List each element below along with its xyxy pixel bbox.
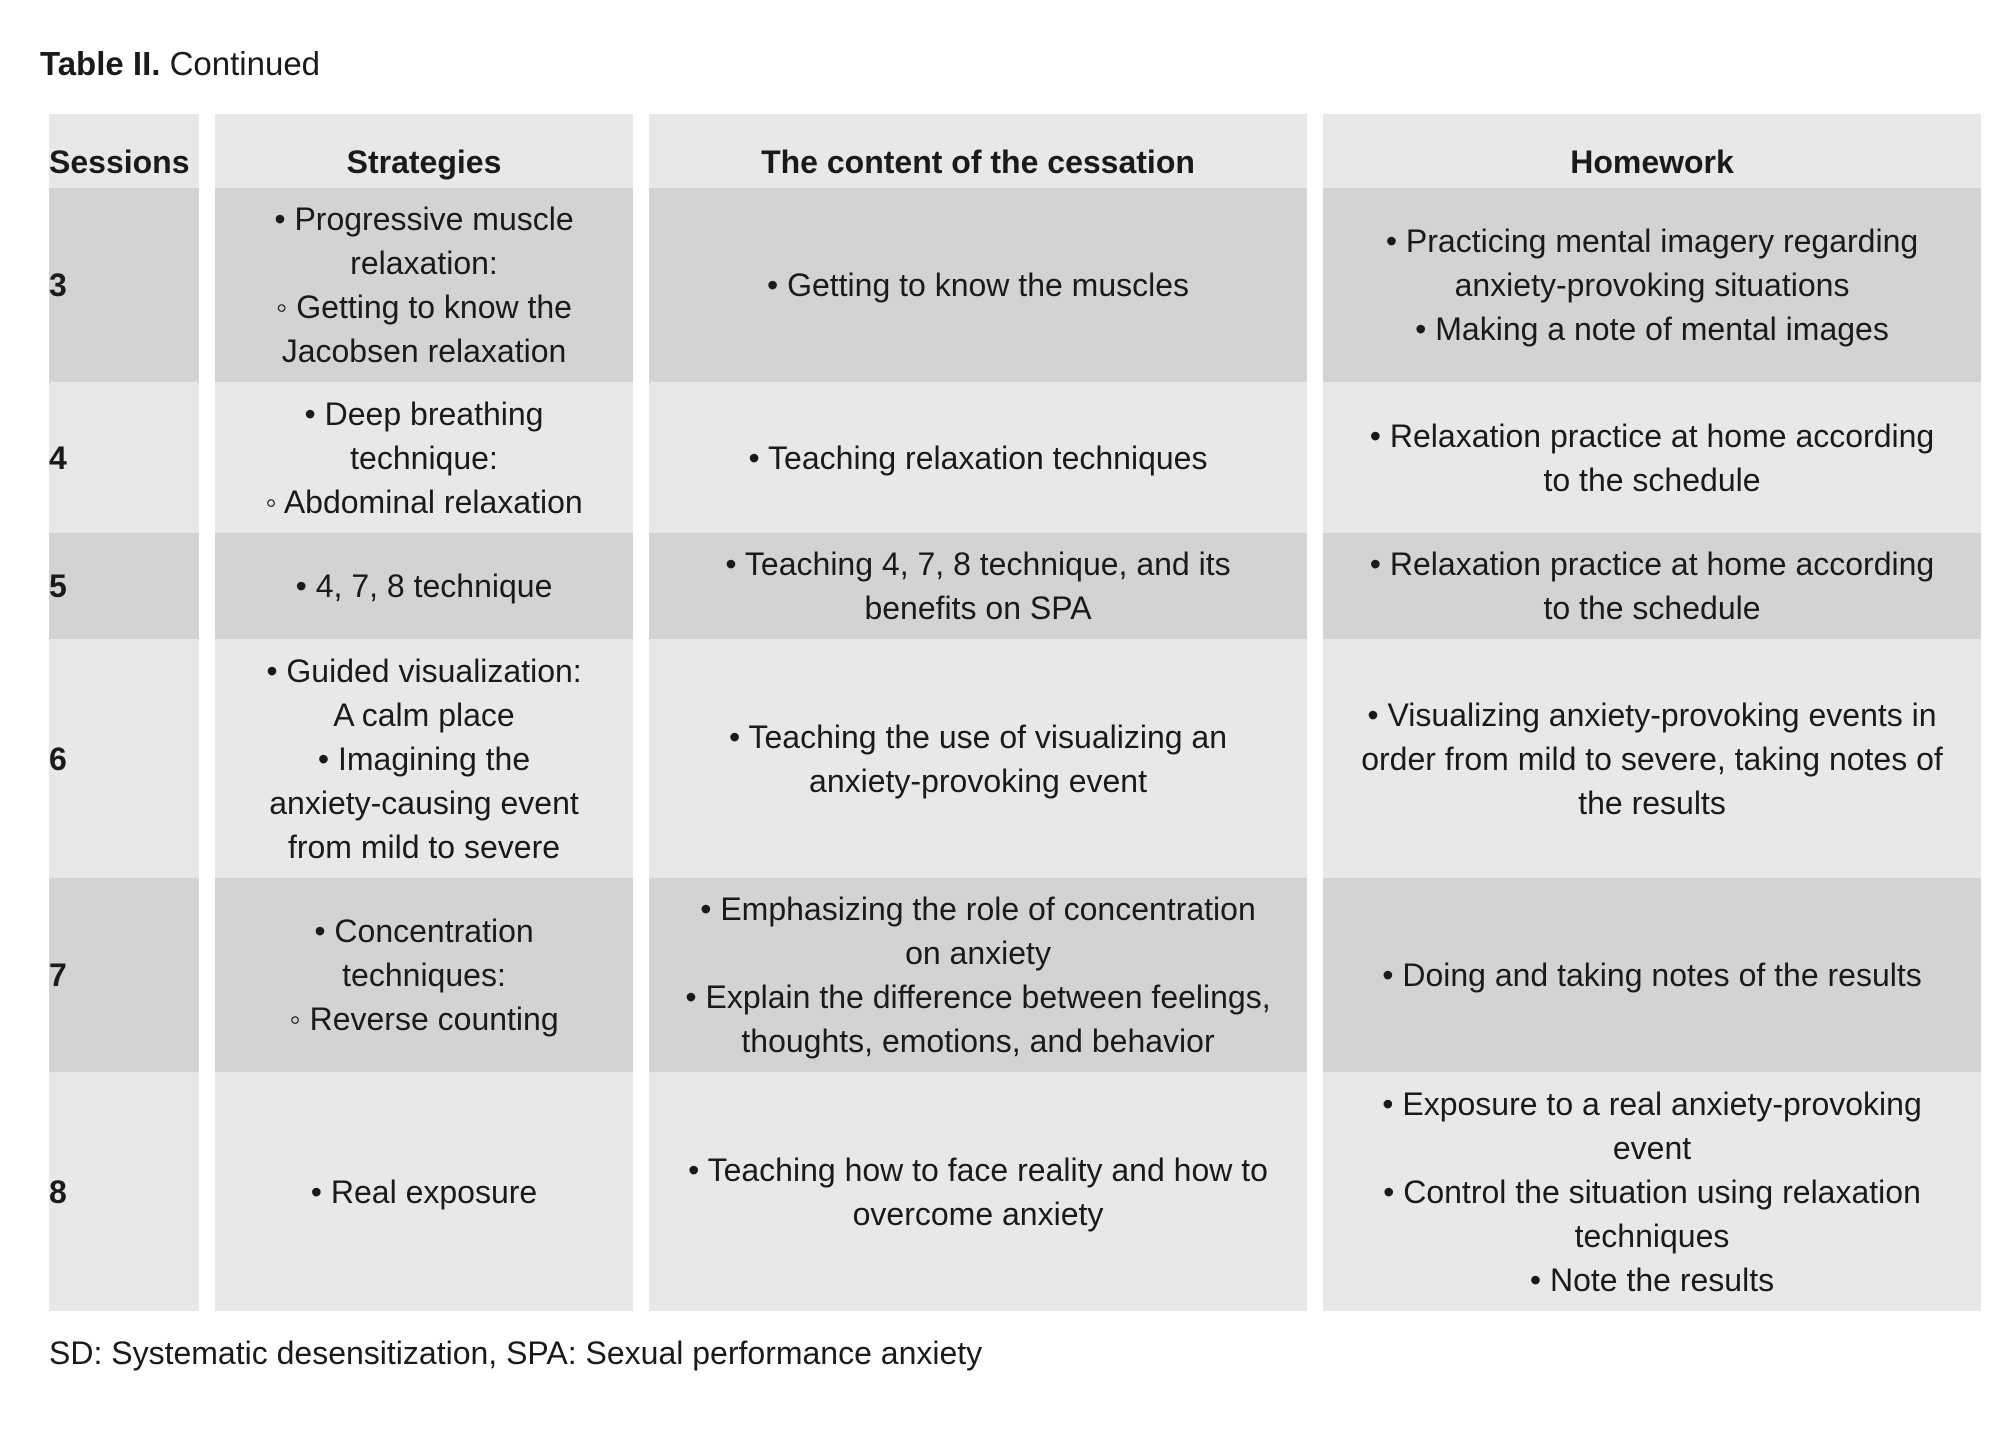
session-number: 5 [49, 533, 199, 639]
content-line: overcome anxiety [852, 1195, 1104, 1232]
strategies-line: relaxation: [350, 245, 498, 281]
content-line: benefits on SPA [864, 590, 1092, 626]
header-strategies: Strategies [215, 114, 633, 188]
strategies-line: from mild to severe [287, 828, 561, 865]
strategies-line: ◦ Reverse counting [289, 1001, 559, 1037]
strategies-line: Jacobsen relaxation [281, 333, 567, 369]
strategies-cell [215, 382, 633, 533]
strategies-line: • Guided visualization: [266, 652, 582, 689]
strategies-line: technique: [350, 439, 498, 476]
content-line: • Teaching 4, 7, 8 technique, and its [725, 546, 1231, 582]
homework-line: to the schedule [1543, 461, 1761, 498]
table-caption-label: Table II. [40, 45, 161, 82]
strategies-cell [215, 533, 633, 639]
strategies-line: • Real exposure [310, 1173, 538, 1210]
strategies-cell [215, 1072, 633, 1311]
homework-line: • Control the situation using relaxation [1383, 1173, 1921, 1210]
content-cell [649, 639, 1307, 878]
content-line: thoughts, emotions, and behavior [741, 1023, 1215, 1059]
homework-line: • Making a note of mental images [1415, 311, 1889, 347]
homework-cell [1323, 878, 1981, 1072]
homework-line: • Relaxation practice at home according [1369, 417, 1935, 454]
homework-line: event [1612, 1129, 1692, 1166]
content-cell [649, 878, 1307, 1072]
homework-line: • Visualizing anxiety-provoking events in [1367, 696, 1937, 733]
table-caption-text: Continued [160, 45, 321, 82]
strategies-line: A calm place [333, 696, 515, 733]
homework-line: • Practicing mental imagery regarding [1385, 223, 1919, 259]
session-number: 4 [49, 382, 199, 533]
strategies-line: • Deep breathing [304, 395, 544, 432]
homework-line: • Doing and taking notes of the results [1382, 957, 1922, 993]
session-number: 6 [49, 639, 199, 878]
strategies-line: • Progressive muscle [274, 201, 574, 237]
content-line: • Explain the difference between feelings, [685, 979, 1271, 1015]
content-line: • Getting to know the muscles [766, 267, 1190, 303]
content-line: • Emphasizing the role of concentration [700, 891, 1256, 927]
header-homework: Homework [1323, 114, 1981, 188]
homework-line: to the schedule [1543, 590, 1761, 626]
homework-line: the results [1578, 784, 1726, 821]
table-footnote: SD: Systematic desensitization, SPA: Sexual performance anxiety [49, 1335, 983, 1371]
session-number: 3 [49, 188, 199, 382]
content-line: • Teaching relaxation techniques [748, 439, 1208, 476]
session-number: 8 [49, 1072, 199, 1311]
strategies-cell [215, 878, 633, 1072]
table-caption [40, 44, 320, 84]
homework-cell [1323, 382, 1981, 533]
content-cell [649, 382, 1307, 533]
session-number: 7 [49, 878, 199, 1072]
strategies-line: ◦ Getting to know the [276, 289, 572, 325]
content-line: • Teaching how to face reality and how to [688, 1151, 1268, 1188]
strategies-cell [215, 639, 633, 878]
content-cell [649, 1072, 1307, 1311]
sessions-table [49, 114, 1981, 1311]
strategies-line: anxiety-causing event [269, 784, 579, 821]
strategies-line: ◦ Abdominal relaxation [265, 483, 583, 520]
homework-cell [1323, 188, 1981, 382]
header-content: The content of the cessation [649, 114, 1307, 188]
content-cell [649, 533, 1307, 639]
strategies-cell [215, 188, 633, 382]
homework-line: • Relaxation practice at home according [1369, 546, 1935, 582]
homework-line: order from mild to severe, taking notes of [1361, 740, 1943, 777]
header-sessions: Sessions [49, 114, 199, 188]
strategies-line: • 4, 7, 8 technique [295, 568, 553, 604]
content-line: anxiety-provoking event [809, 762, 1147, 799]
homework-line: • Exposure to a real anxiety-provoking [1382, 1085, 1922, 1122]
homework-line: anxiety-provoking situations [1454, 267, 1850, 303]
homework-cell [1323, 1072, 1981, 1311]
strategies-line: • Concentration [314, 913, 534, 949]
homework-cell [1323, 639, 1981, 878]
homework-cell [1323, 533, 1981, 639]
homework-line: techniques [1574, 1217, 1730, 1254]
strategies-line: techniques: [342, 957, 506, 993]
homework-line: • Note the results [1529, 1261, 1775, 1298]
strategies-line: • Imagining the [317, 740, 531, 777]
content-line: on anxiety [905, 935, 1051, 971]
content-cell [649, 188, 1307, 382]
content-line: • Teaching the use of visualizing an [728, 718, 1228, 755]
